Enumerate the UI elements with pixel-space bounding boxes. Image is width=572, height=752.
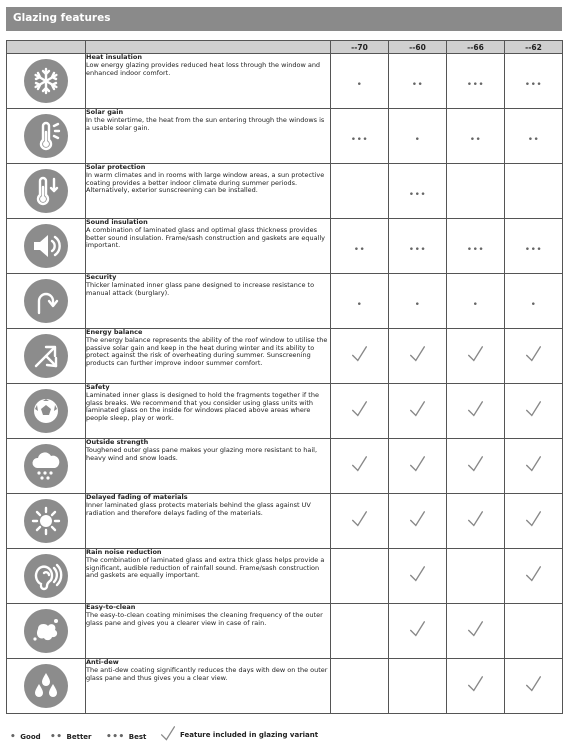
checkmark-icon bbox=[351, 513, 368, 532]
checkmark-icon bbox=[409, 623, 426, 642]
feature-description-cell bbox=[86, 219, 331, 274]
feature-text: In the wintertime, the heat from the sun entering through the windows is a usable solar gain. bbox=[86, 115, 325, 132]
feature-title: Security bbox=[86, 273, 117, 281]
feature-description-cell bbox=[86, 439, 331, 494]
icon-cell bbox=[7, 329, 86, 384]
variant-value-cell bbox=[389, 494, 447, 549]
rating-dots: • bbox=[356, 79, 363, 90]
checkmark-icon bbox=[525, 568, 542, 587]
table-row bbox=[7, 659, 563, 714]
ear-icon bbox=[24, 554, 68, 598]
feature-title: Safety bbox=[86, 383, 110, 391]
variant-value-cell bbox=[447, 384, 505, 439]
rating-dots: •• bbox=[353, 244, 366, 255]
icon-cell bbox=[7, 219, 86, 274]
title-bar bbox=[6, 7, 562, 31]
variant-value-cell bbox=[447, 439, 505, 494]
drops-icon bbox=[24, 664, 68, 708]
feature-title: Solar gain bbox=[86, 108, 124, 116]
hand-icon bbox=[24, 279, 68, 323]
icon-cell bbox=[7, 384, 86, 439]
icon-cell bbox=[7, 604, 86, 659]
variant-value-cell bbox=[331, 219, 389, 274]
legend-good bbox=[10, 732, 41, 742]
feature-text: Thicker laminated inner glass pane designed to increase resistance to manual attack (burglary). bbox=[86, 280, 315, 297]
legend-feature bbox=[160, 726, 318, 744]
variant-value-cell bbox=[447, 164, 505, 219]
football-icon bbox=[24, 389, 68, 433]
rating-dots: ••• bbox=[524, 79, 543, 90]
feature-title: Solar protection bbox=[86, 163, 146, 171]
checkmark-icon bbox=[351, 348, 368, 367]
energy-arrows-icon bbox=[24, 334, 68, 378]
variant-value-cell bbox=[505, 54, 563, 109]
page-title: Glazing features bbox=[13, 12, 111, 24]
checkmark-icon bbox=[525, 348, 542, 367]
checkmark-icon bbox=[409, 403, 426, 422]
feature-description-cell bbox=[86, 329, 331, 384]
icon-cell bbox=[7, 549, 86, 604]
variant-value-cell bbox=[331, 439, 389, 494]
feature-description-cell bbox=[86, 659, 331, 714]
variant-value-cell bbox=[447, 329, 505, 384]
splash-icon bbox=[24, 609, 68, 653]
header-variant: --60 bbox=[389, 41, 447, 54]
rating-dots: ••• bbox=[466, 244, 485, 255]
variant-value-cell bbox=[447, 604, 505, 659]
checkmark-icon bbox=[525, 513, 542, 532]
rating-dots: ••• bbox=[408, 244, 427, 255]
feature-text: The anti-dew coating significantly reduces the days with dew on the outer glass pane and thus gives you a clear view. bbox=[86, 665, 328, 682]
checkmark-icon bbox=[525, 678, 542, 697]
rating-dots: • bbox=[530, 299, 537, 310]
snowflake-icon bbox=[24, 59, 68, 103]
variant-value-cell bbox=[447, 109, 505, 164]
icon-cell bbox=[7, 659, 86, 714]
feature-description-cell bbox=[86, 494, 331, 549]
variant-value-cell bbox=[505, 659, 563, 714]
variant-value-cell bbox=[505, 274, 563, 329]
variant-value-cell bbox=[331, 659, 389, 714]
feature-text: Laminated inner glass is designed to hold the fragments together if the glass breaks. We recommend that you consider using glass units with laminated glass on the inside for windows placed above areas where people sleep, play or work. bbox=[86, 390, 319, 423]
icon-cell bbox=[7, 54, 86, 109]
checkmark-icon bbox=[409, 513, 426, 532]
feature-description-cell bbox=[86, 164, 331, 219]
variant-value-cell bbox=[447, 274, 505, 329]
rating-dots: •• bbox=[469, 134, 482, 145]
checkmark-icon bbox=[467, 513, 484, 532]
legend-best-label: Best bbox=[128, 733, 147, 741]
feature-description-cell bbox=[86, 604, 331, 659]
feature-text: In warm climates and in rooms with large window areas, a sun protective coating provides a better indoor climate during summer periods. Alternatively, exterior sunscreening can be installed. bbox=[86, 170, 325, 195]
variant-value-cell bbox=[389, 604, 447, 659]
checkmark-icon bbox=[467, 403, 484, 422]
variant-value-cell bbox=[505, 494, 563, 549]
table-row bbox=[7, 604, 563, 659]
checkmark-icon bbox=[467, 458, 484, 477]
header-variant: --66 bbox=[447, 41, 505, 54]
variant-value-cell bbox=[505, 109, 563, 164]
table-row bbox=[7, 109, 563, 164]
checkmark-icon bbox=[467, 348, 484, 367]
rating-dots: •• bbox=[411, 79, 424, 90]
variant-value-cell bbox=[389, 439, 447, 494]
variant-value-cell bbox=[505, 164, 563, 219]
feature-title: Heat insulation bbox=[86, 53, 142, 61]
feature-text: The easy-to-clean coating minimises the cleaning frequency of the outer glass pane and gives you a clearer view in case of rain. bbox=[86, 610, 323, 627]
rating-dots: ••• bbox=[466, 79, 485, 90]
table-row bbox=[7, 549, 563, 604]
sun-icon bbox=[24, 499, 68, 543]
speaker-icon bbox=[24, 224, 68, 268]
table-row bbox=[7, 274, 563, 329]
variant-value-cell bbox=[447, 549, 505, 604]
variant-value-cell bbox=[331, 164, 389, 219]
variant-value-cell bbox=[389, 274, 447, 329]
legend-good-dots: • bbox=[10, 732, 17, 742]
feature-title: Energy balance bbox=[86, 328, 143, 336]
checkmark-icon bbox=[351, 403, 368, 422]
feature-text: The combination of laminated glass and extra thick glass helps provide a significant, audible reduction of rainfall sound. Frame/sash construction and gaskets are equally important. bbox=[86, 555, 325, 580]
header-variant: --70 bbox=[331, 41, 389, 54]
checkmark-icon bbox=[351, 458, 368, 477]
table-row bbox=[7, 219, 563, 274]
checkmark-icon bbox=[467, 623, 484, 642]
feature-text: A combination of laminated glass and optimal glass thickness provides better sound insulation. Frame/sash construction and gaskets are equally important. bbox=[86, 225, 326, 250]
rating-dots: • bbox=[356, 299, 363, 310]
legend-best bbox=[106, 732, 146, 742]
variant-value-cell bbox=[331, 109, 389, 164]
variant-value-cell bbox=[331, 549, 389, 604]
variant-value-cell bbox=[389, 164, 447, 219]
thermometer-sun-icon bbox=[24, 114, 68, 158]
table-row bbox=[7, 164, 563, 219]
variant-value-cell bbox=[505, 439, 563, 494]
variant-value-cell bbox=[447, 494, 505, 549]
checkmark-icon bbox=[409, 568, 426, 587]
variant-value-cell bbox=[389, 329, 447, 384]
variant-value-cell bbox=[389, 54, 447, 109]
legend-feature-label: Feature included in glazing variant bbox=[180, 731, 319, 739]
feature-title: Easy-to-clean bbox=[86, 603, 136, 611]
variant-value-cell bbox=[447, 659, 505, 714]
legend-better-label: Better bbox=[66, 733, 92, 741]
icon-cell bbox=[7, 439, 86, 494]
thermometer-arrows-icon bbox=[24, 169, 68, 213]
legend-good-label: Good bbox=[20, 733, 41, 741]
variant-value-cell bbox=[389, 109, 447, 164]
table-row bbox=[7, 329, 563, 384]
variant-value-cell bbox=[331, 604, 389, 659]
variant-value-cell bbox=[389, 219, 447, 274]
feature-title: Outside strength bbox=[86, 438, 149, 446]
feature-description-cell bbox=[86, 109, 331, 164]
legend-best-dots: ••• bbox=[106, 732, 125, 742]
legend-better-dots: •• bbox=[50, 732, 63, 742]
header-desc-col bbox=[86, 41, 331, 54]
table-row bbox=[7, 439, 563, 494]
icon-cell bbox=[7, 274, 86, 329]
feature-description-cell bbox=[86, 549, 331, 604]
variant-value-cell bbox=[389, 659, 447, 714]
icon-cell bbox=[7, 164, 86, 219]
table-row bbox=[7, 384, 563, 439]
table-row bbox=[7, 494, 563, 549]
checkmark-icon bbox=[525, 458, 542, 477]
rating-dots: ••• bbox=[350, 134, 369, 145]
checkmark-icon bbox=[467, 678, 484, 697]
feature-title: Anti-dew bbox=[86, 658, 119, 666]
rating-dots: •• bbox=[527, 134, 540, 145]
variant-value-cell bbox=[331, 329, 389, 384]
hail-cloud-icon bbox=[24, 444, 68, 488]
feature-title: Sound insulation bbox=[86, 218, 148, 226]
table-row bbox=[7, 54, 563, 109]
header-icon-col bbox=[7, 41, 86, 54]
rating-dots: • bbox=[472, 299, 479, 310]
feature-text: Low energy glazing provides reduced heat loss through the window and enhanced indoor comfort. bbox=[86, 60, 321, 77]
header-row bbox=[7, 41, 563, 54]
feature-text: Inner laminated glass protects materials behind the glass against UV radiation and therefore delays fading of the materials. bbox=[86, 500, 311, 517]
checkmark-icon bbox=[409, 348, 426, 367]
rating-dots: • bbox=[414, 299, 421, 310]
header-variant: --62 bbox=[505, 41, 563, 54]
icon-cell bbox=[7, 494, 86, 549]
checkmark-icon bbox=[409, 458, 426, 477]
feature-title: Rain noise reduction bbox=[86, 548, 162, 556]
variant-value-cell bbox=[505, 219, 563, 274]
variant-value-cell bbox=[331, 494, 389, 549]
variant-value-cell bbox=[447, 54, 505, 109]
variant-value-cell bbox=[505, 329, 563, 384]
features-table bbox=[6, 40, 563, 714]
variant-value-cell bbox=[389, 384, 447, 439]
rating-dots: ••• bbox=[408, 189, 427, 200]
feature-title: Delayed fading of materials bbox=[86, 493, 188, 501]
variant-value-cell bbox=[505, 549, 563, 604]
checkmark-icon bbox=[525, 403, 542, 422]
variant-value-cell bbox=[505, 604, 563, 659]
icon-cell bbox=[7, 109, 86, 164]
rating-dots: ••• bbox=[524, 244, 543, 255]
variant-value-cell bbox=[447, 219, 505, 274]
rating-dots: • bbox=[414, 134, 421, 145]
feature-text: Toughened outer glass pane makes your glazing more resistant to hail, heavy wind and snow loads. bbox=[86, 445, 318, 462]
feature-description-cell bbox=[86, 384, 331, 439]
checkmark-icon bbox=[160, 726, 180, 744]
variant-value-cell bbox=[331, 274, 389, 329]
feature-description-cell bbox=[86, 54, 331, 109]
legend-better bbox=[50, 732, 92, 742]
variant-value-cell bbox=[331, 54, 389, 109]
feature-description-cell bbox=[86, 274, 331, 329]
feature-text: The energy balance represents the ability of the roof window to utilise the passive solar gain and keep in the heat during winter and its ability to protect against the risk of overheating during summer. Sunscreening products can further improve indoor summer comfort. bbox=[86, 335, 328, 368]
variant-value-cell bbox=[389, 549, 447, 604]
variant-value-cell bbox=[505, 384, 563, 439]
legend bbox=[6, 726, 562, 746]
variant-value-cell bbox=[331, 384, 389, 439]
